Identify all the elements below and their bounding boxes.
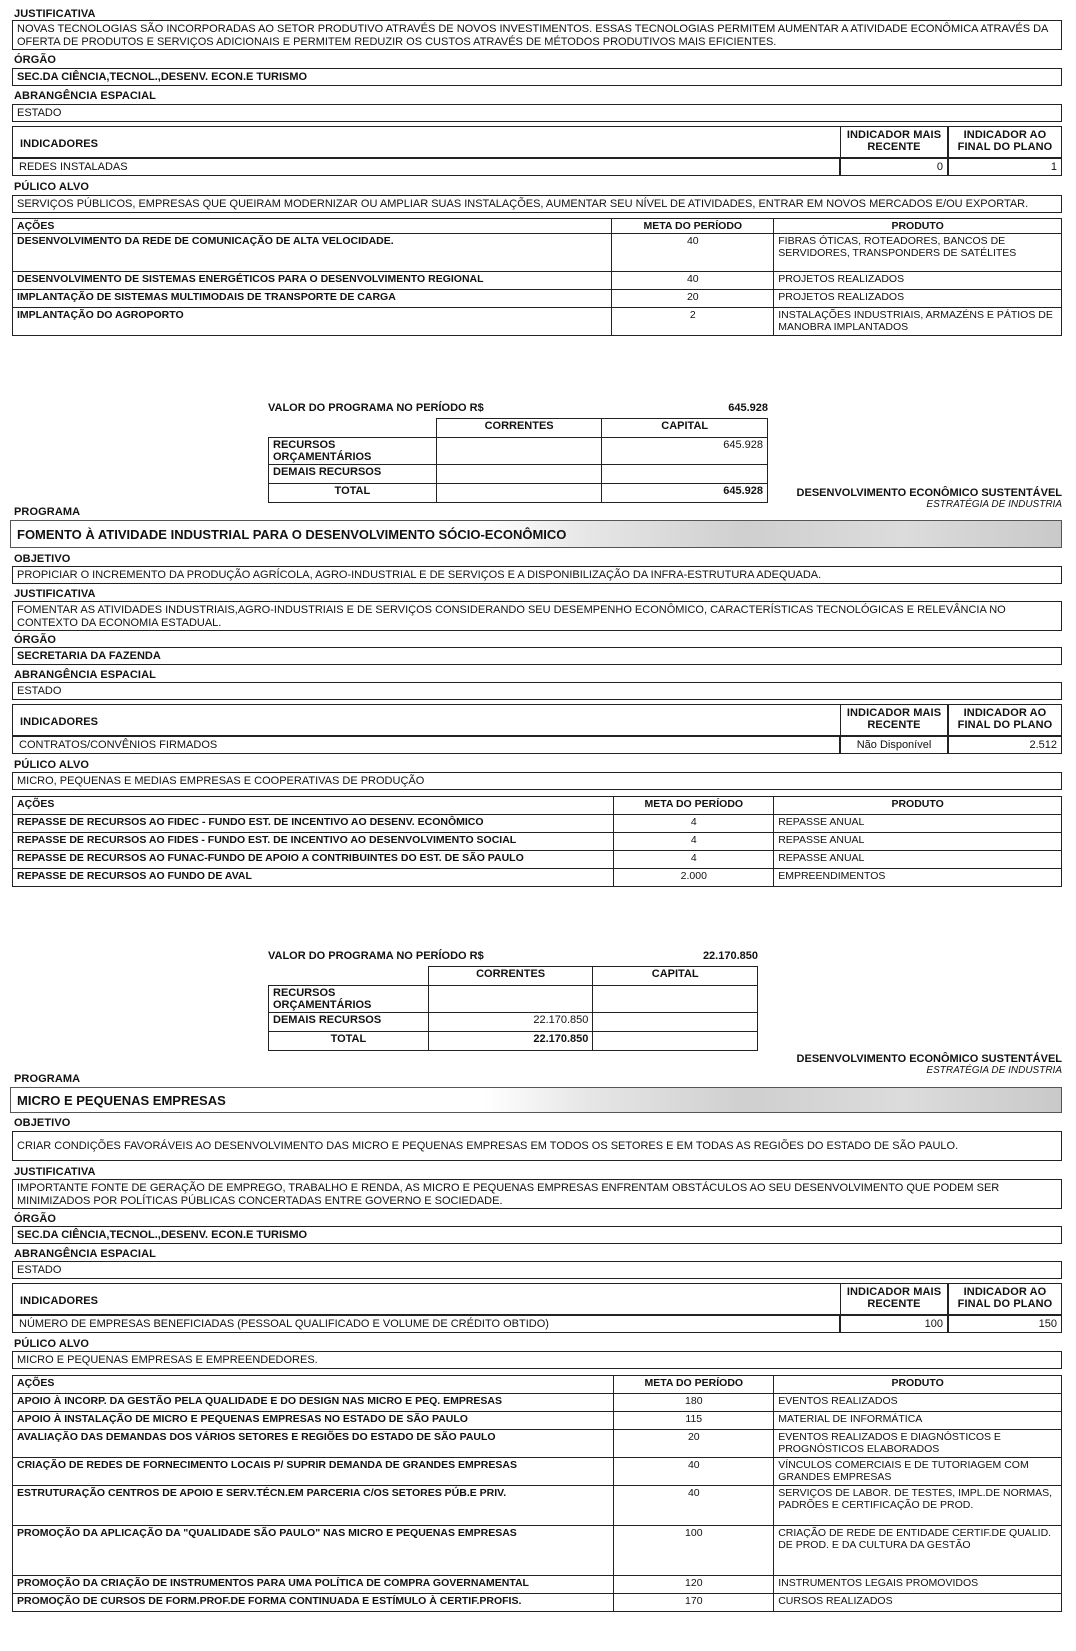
rec-orc-correntes	[436, 438, 602, 465]
abrangencia-label: ABRANGÊNCIA ESPACIAL	[14, 90, 156, 102]
demais-correntes	[436, 465, 602, 484]
produto-cell: EMPREENDIMENTOS	[774, 869, 1062, 887]
acao-cell: PROMOÇÃO DA APLICAÇÃO DA "QUALIDADE SÃO PAULO" NAS MICRO E PEQUENAS EMPRESAS	[13, 1526, 614, 1576]
table-row	[13, 1458, 1062, 1486]
meta-cell: 40	[614, 1486, 774, 1526]
ind-final-label: INDICADOR AO FINAL DO PLANO	[948, 126, 1062, 158]
acao-cell: CRIAÇÃO DE REDES DE FORNECIMENTO LOCAIS P/ SUPRIR DEMANDA DE GRANDES EMPRESAS	[13, 1458, 614, 1486]
objetivo-label: OBJETIVO	[14, 553, 71, 565]
meta-cell: 4	[614, 815, 774, 833]
eixo-header	[797, 1053, 1062, 1076]
capital-header: CAPITAL	[602, 419, 768, 438]
acao-cell: ESTRUTURAÇÃO CENTROS DE APOIO E SERV.TÉCN.EM PARCERIA C/OS SETORES PÚB.E PRIV.	[13, 1486, 614, 1526]
orgao-label: ÓRGÃO	[14, 634, 57, 646]
total-correntes	[436, 484, 602, 503]
table-row	[13, 851, 1062, 869]
indicadores-label: INDICADORES	[20, 1295, 99, 1307]
acoes-table	[12, 796, 1062, 887]
produto-header: PRODUTO	[774, 797, 1062, 815]
produto-header: PRODUTO	[774, 1376, 1062, 1394]
meta-cell: 2	[612, 308, 774, 336]
meta-cell: 180	[614, 1394, 774, 1412]
ind-recente-value: Não Disponível	[840, 736, 948, 754]
produto-cell: EVENTOS REALIZADOS E DIAGNÓSTICOS E PROGNÓSTICOS ELABORADOS	[774, 1430, 1062, 1458]
publico-label: PÚLICO ALVO	[14, 1338, 90, 1350]
table-row	[13, 1430, 1062, 1458]
acoes-header: AÇÕES	[13, 797, 614, 815]
indicadores-table	[12, 704, 1062, 754]
table-row	[13, 1594, 1062, 1612]
orgao-value: SEC.DA CIÊNCIA,TECNOL.,DESENV. ECON.E TURISMO	[12, 1226, 1062, 1244]
demais-correntes: 22.170.850	[428, 1013, 593, 1032]
valor-programa-block	[268, 950, 758, 1051]
abrangencia-value: ESTADO	[12, 1261, 1062, 1279]
ind-recente-label: INDICADOR MAIS RECENTE	[840, 126, 948, 158]
meta-cell: 4	[614, 851, 774, 869]
estrategia-title: ESTRATÉGIA DE INDUSTRIA	[926, 499, 1062, 510]
total-label: TOTAL	[269, 484, 437, 503]
eixo-title: DESENVOLVIMENTO ECONÔMICO SUSTENTÁVEL	[796, 1053, 1062, 1065]
ind-final-value: 1	[948, 158, 1062, 176]
acao-cell: REPASSE DE RECURSOS AO FUNDO DE AVAL	[13, 869, 614, 887]
justificativa-label: JUSTIFICATIVA	[14, 8, 96, 20]
produto-cell: INSTRUMENTOS LEGAIS PROMOVIDOS	[774, 1576, 1062, 1594]
indicadores-label: INDICADORES	[20, 138, 99, 150]
abrangencia-value: ESTADO	[12, 104, 1062, 122]
demais-label: DEMAIS RECURSOS	[269, 1013, 429, 1032]
produto-cell: CURSOS REALIZADOS	[774, 1594, 1062, 1612]
justificativa-text: FOMENTAR AS ATIVIDADES INDUSTRIAIS,AGRO-INDUSTRIAIS E DE SERVIÇOS CONSIDERANDO SEU DESEMPENHO ECONÔMICO, CARACTERÍSTICAS TECNOLÓGICAS E RELEVÂNCIA NO CONTEXTO DA ECONOMIA ESTADUAL.	[12, 601, 1062, 631]
acao-cell: AVALIAÇÃO DAS DEMANDAS DOS VÁRIOS SETORES E REGIÕES DO ESTADO DE SÃO PAULO	[13, 1430, 614, 1458]
indicador-name: CONTRATOS/CONVÊNIOS FIRMADOS	[12, 736, 840, 754]
table-row	[13, 1526, 1062, 1576]
valor-table	[268, 966, 758, 1051]
acao-cell: APOIO À INSTALAÇÃO DE MICRO E PEQUENAS EMPRESAS NO ESTADO DE SÃO PAULO	[13, 1412, 614, 1430]
orgao-label: ÓRGÃO	[14, 54, 57, 66]
rec-orc-capital	[593, 986, 758, 1013]
meta-header: META DO PERÍODO	[614, 797, 774, 815]
table-row	[13, 1576, 1062, 1594]
indicadores-label: INDICADORES	[20, 716, 99, 728]
acoes-table	[12, 1375, 1062, 1612]
table-row	[13, 1394, 1062, 1412]
orgao-value: SEC.DA CIÊNCIA,TECNOL.,DESENV. ECON.E TURISMO	[12, 68, 1062, 86]
meta-cell: 40	[614, 1458, 774, 1486]
valor-titulo: VALOR DO PROGRAMA NO PERÍODO R$	[268, 402, 484, 414]
acao-cell: APOIO À INCORP. DA GESTÃO PELA QUALIDADE E DO DESIGN NAS MICRO E PEQ. EMPRESAS	[13, 1394, 614, 1412]
eixo-title: DESENVOLVIMENTO ECONÔMICO SUSTENTÁVEL	[796, 487, 1062, 499]
acoes-table	[12, 218, 1062, 336]
rec-orc-label: RECURSOS ORÇAMENTÁRIOS	[269, 438, 437, 465]
produto-cell: FIBRAS ÓTICAS, ROTEADORES, BANCOS DE SERVIDORES, TRANSPONDERS DE SATÉLITES	[774, 234, 1062, 272]
abrangencia-value: ESTADO	[12, 682, 1062, 700]
table-row	[13, 308, 1062, 336]
meta-cell: 170	[614, 1594, 774, 1612]
produto-cell: PROJETOS REALIZADOS	[774, 272, 1062, 290]
table-row	[13, 272, 1062, 290]
produto-cell: SERVIÇOS DE LABOR. DE TESTES, IMPL.DE NORMAS, PADRÕES E CERTIFICAÇÃO DE PROD.	[774, 1486, 1062, 1526]
ind-final-label: INDICADOR AO FINAL DO PLANO	[948, 704, 1062, 736]
valor-table	[268, 418, 768, 503]
produto-cell: REPASSE ANUAL	[774, 851, 1062, 869]
total-label: TOTAL	[269, 1032, 429, 1051]
programa-label: PROGRAMA	[14, 506, 81, 518]
produto-cell: EVENTOS REALIZADOS	[774, 1394, 1062, 1412]
acao-cell: PROMOÇÃO DE CURSOS DE FORM.PROF.DE FORMA CONTINUADA E ESTÍMULO À CERTIF.PROFIS.	[13, 1594, 614, 1612]
produto-cell: VÍNCULOS COMERCIAIS E DE TUTORIAGEM COM GRANDES EMPRESAS	[774, 1458, 1062, 1486]
ind-final-value: 150	[948, 1315, 1062, 1333]
valor-programa-block	[268, 402, 768, 503]
rec-orc-label: RECURSOS ORÇAMENTÁRIOS	[269, 986, 429, 1013]
programa-label: PROGRAMA	[14, 1073, 81, 1085]
produto-cell: REPASSE ANUAL	[774, 815, 1062, 833]
meta-cell: 115	[614, 1412, 774, 1430]
valor-titulo: VALOR DO PROGRAMA NO PERÍODO R$	[268, 950, 484, 962]
acao-cell: REPASSE DE RECURSOS AO FIDEC - FUNDO EST. DE INCENTIVO AO DESENV. ECONÔMICO	[13, 815, 614, 833]
table-row	[13, 833, 1062, 851]
indicadores-table	[12, 1283, 1062, 1333]
meta-cell: 120	[614, 1576, 774, 1594]
demais-capital	[602, 465, 768, 484]
produto-cell: PROJETOS REALIZADOS	[774, 290, 1062, 308]
publico-value: MICRO, PEQUENAS E MEDIAS EMPRESAS E COOPERATIVAS DE PRODUÇÃO	[12, 772, 1062, 790]
objetivo-text: CRIAR CONDIÇÕES FAVORÁVEIS AO DESENVOLVIMENTO DAS MICRO E PEQUENAS EMPRESAS EM TODOS OS SETORES E EM TODAS AS REGIÕES DO ESTADO DE SÃO PAULO.	[12, 1131, 1062, 1161]
correntes-header: CORRENTES	[436, 419, 602, 438]
produto-cell: MATERIAL DE INFORMÁTICA	[774, 1412, 1062, 1430]
table-row	[13, 1486, 1062, 1526]
objetivo-text: PROPICIAR O INCREMENTO DA PRODUÇÃO AGRÍCOLA, AGRO-INDUSTRIAL E DE SERVIÇOS E A DISPONIBILIZAÇÃO DA INFRA-ESTRUTURA ADEQUADA.	[12, 566, 1062, 584]
capital-header: CAPITAL	[593, 967, 758, 986]
table-row	[13, 815, 1062, 833]
total-capital	[593, 1032, 758, 1051]
eixo-header	[797, 487, 1062, 510]
orgao-value: SECRETARIA DA FAZENDA	[12, 647, 1062, 665]
rec-orc-capital: 645.928	[602, 438, 768, 465]
table-row	[13, 869, 1062, 887]
acao-cell: DESENVOLVIMENTO DA REDE DE COMUNICAÇÃO DE ALTA VELOCIDADE.	[13, 234, 612, 272]
acao-cell: DESENVOLVIMENTO DE SISTEMAS ENERGÉTICOS PARA O DESENVOLVIMENTO REGIONAL	[13, 272, 612, 290]
meta-cell: 2.000	[614, 869, 774, 887]
acao-cell: PROMOÇÃO DA CRIAÇÃO DE INSTRUMENTOS PARA UMA POLÍTICA DE COMPRA GOVERNAMENTAL	[13, 1576, 614, 1594]
table-row	[13, 290, 1062, 308]
objetivo-label: OBJETIVO	[14, 1117, 71, 1129]
meta-cell: 4	[614, 833, 774, 851]
total-capital: 645.928	[602, 484, 768, 503]
justificativa-text: IMPORTANTE FONTE DE GERAÇÃO DE EMPREGO, TRABALHO E RENDA, AS MICRO E PEQUENAS EMPRESAS ENFRENTAM OBSTÁCULOS AO SEU DESENVOLVIMENTO QUE PODEM SER MINIMIZADOS POR POLÍTICAS PÚBLICAS CONCERTADAS ENTRE GOVERNO E SOCIEDADE.	[12, 1179, 1062, 1209]
demais-label: DEMAIS RECURSOS	[269, 465, 437, 484]
justificativa-label: JUSTIFICATIVA	[14, 588, 96, 600]
publico-label: PÚLICO ALVO	[14, 181, 90, 193]
ind-recente-value: 100	[840, 1315, 948, 1333]
produto-header: PRODUTO	[774, 219, 1062, 234]
indicador-name: REDES INSTALADAS	[12, 158, 840, 176]
indicadores-table	[12, 126, 1062, 176]
acao-cell: REPASSE DE RECURSOS AO FIDES - FUNDO EST. DE INCENTIVO AO DESENVOLVIMENTO SOCIAL	[13, 833, 614, 851]
rec-orc-correntes	[428, 986, 593, 1013]
indicador-name: NÚMERO DE EMPRESAS BENEFICIADAS (PESSOAL QUALIFICADO E VOLUME DE CRÉDITO OBTIDO)	[12, 1315, 840, 1333]
ind-recente-value: 0	[840, 158, 948, 176]
acao-cell: REPASSE DE RECURSOS AO FUNAC-FUNDO DE APOIO A CONTRIBUINTES DO EST. DE SÃO PAULO	[13, 851, 614, 869]
publico-label: PÚLICO ALVO	[14, 759, 90, 771]
meta-cell: 40	[612, 234, 774, 272]
publico-value: SERVIÇOS PÚBLICOS, EMPRESAS QUE QUEIRAM MODERNIZAR OU AMPLIAR SUAS INSTALAÇÕES, AUMENTAR SEU NÍVEL DE ATIVIDADES, ENTRAR EM NOVOS MERCADOS E/OU EXPORTAR.	[12, 195, 1062, 213]
produto-cell: INSTALAÇÕES INDUSTRIAIS, ARMAZÉNS E PÁTIOS DE MANOBRA IMPLANTADOS	[774, 308, 1062, 336]
meta-header: META DO PERÍODO	[612, 219, 774, 234]
table-row	[13, 234, 1062, 272]
acao-cell: IMPLANTAÇÃO DE SISTEMAS MULTIMODAIS DE TRANSPORTE DE CARGA	[13, 290, 612, 308]
meta-cell: 20	[614, 1430, 774, 1458]
abrangencia-label: ABRANGÊNCIA ESPACIAL	[14, 1248, 156, 1260]
total-correntes: 22.170.850	[428, 1032, 593, 1051]
ind-recente-label: INDICADOR MAIS RECENTE	[840, 704, 948, 736]
demais-capital	[593, 1013, 758, 1032]
abrangencia-label: ABRANGÊNCIA ESPACIAL	[14, 669, 156, 681]
meta-cell: 100	[614, 1526, 774, 1576]
ind-final-value: 2.512	[948, 736, 1062, 754]
acoes-header: AÇÕES	[13, 1376, 614, 1394]
table-row	[13, 1412, 1062, 1430]
justificativa-text: NOVAS TECNOLOGIAS SÃO INCORPORADAS AO SETOR PRODUTIVO ATRAVÉS DE NOVOS INVESTIMENTOS. ESSAS TECNOLOGIAS PERMITEM AUMENTAR A ATIVIDADE ECONÔMICA ATRAVÉS DA OFERTA DE PRODUTOS E SERVIÇOS ADICIONAIS E PERMITEM REDUZIR OS CUSTOS ATRAVÉS DE MÉTODOS PRODUTIVOS MAIS EFICIENTES.	[12, 20, 1062, 50]
acoes-header: AÇÕES	[13, 219, 612, 234]
ind-final-label: INDICADOR AO FINAL DO PLANO	[948, 1283, 1062, 1315]
produto-cell: REPASSE ANUAL	[774, 833, 1062, 851]
programa-title: MICRO E PEQUENAS EMPRESAS	[10, 1087, 1062, 1113]
justificativa-label: JUSTIFICATIVA	[14, 1166, 96, 1178]
produto-cell: CRIAÇÃO DE REDE DE ENTIDADE CERTIF.DE QUALID. DE PROD. E DA CULTURA DA GESTÃO	[774, 1526, 1062, 1576]
programa-title: FOMENTO À ATIVIDADE INDUSTRIAL PARA O DESENVOLVIMENTO SÓCIO-ECONÔMICO	[10, 520, 1062, 548]
meta-header: META DO PERÍODO	[614, 1376, 774, 1394]
meta-cell: 40	[612, 272, 774, 290]
acao-cell: IMPLANTAÇÃO DO AGROPORTO	[13, 308, 612, 336]
publico-value: MICRO E PEQUENAS EMPRESAS E EMPREENDEDORES.	[12, 1351, 1062, 1369]
correntes-header: CORRENTES	[428, 967, 593, 986]
valor-total-programa: 22.170.850	[702, 950, 758, 962]
meta-cell: 20	[612, 290, 774, 308]
estrategia-title: ESTRATÉGIA DE INDUSTRIA	[926, 1065, 1062, 1076]
orgao-label: ÓRGÃO	[14, 1213, 57, 1225]
ind-recente-label: INDICADOR MAIS RECENTE	[840, 1283, 948, 1315]
valor-total-programa: 645.928	[728, 402, 768, 414]
